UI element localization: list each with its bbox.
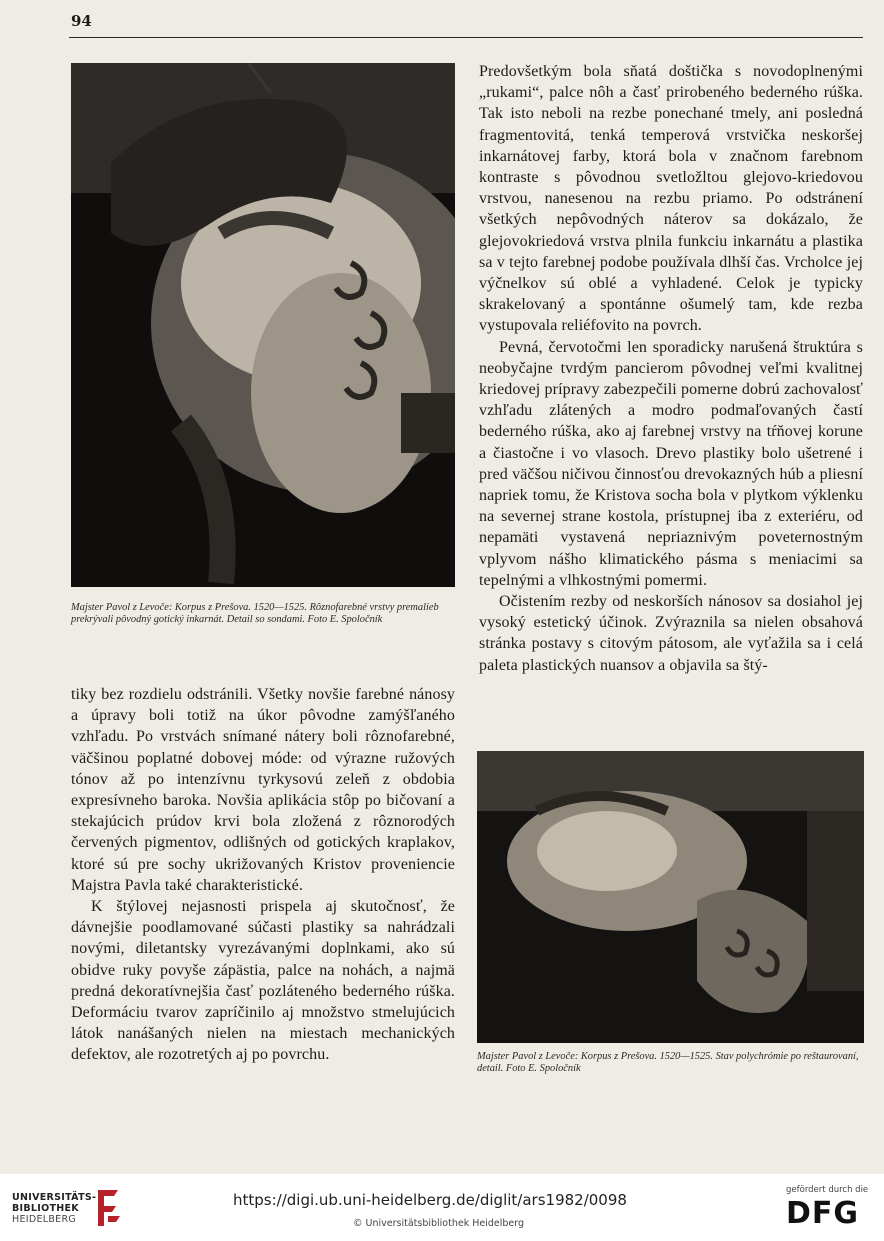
library-mark-icon [92,1186,122,1230]
paragraph: Očistením rezby od neskorších nánosov sa dosiahol jej vysoký estetický účinok. Zvýraznila sa nielen obsahová stránka postavy s citovým pátosom, ale vyťažila sa i celá paleta plastických nuansov a objavila sa štý- [479,593,863,674]
copyright-notice: © Universitätsbibliothek Heidelberg [353,1218,525,1229]
right-column [479,61,863,676]
source-url-link[interactable]: https://digi.ub.uni-heidelberg.de/diglit/ars1982/0098 [233,1191,627,1209]
paragraph: Pevná, červotočmi len sporadicky narušená štruktúra s neobyčajne tvrdým pancierom pôvodnej veľmi kvalitnej kriedovej prípravy zabezpečili pomerne dobrú zachovalosť vzhľadu zlátených a modro podmaľovaných častí bederného rúška, ako aj farebnej vrstvy na tŕňovej korune a čiastočne i vo vlasoch. Drevo plastiky bolo ušetrené i pred väčšou ničivou činnosťou drevokazných húb a pliesní napriek tomu, že Kristova socha bola v plytkom výklenku na severnej strane kostola, prístupnej iba z exteriéru, od nepamäti vystavená nepriaznivým poveternostným vplyvom nášho klimatického pásma s meniacimi sa tepelnými a vlhkostnými pomermi. [479,338,863,589]
left-column [71,684,455,1066]
library-name-line: HEIDELBERG [12,1214,77,1225]
digitization-footer [0,1174,884,1241]
figure-photo-head-detail [71,63,455,587]
figure-caption-2: Majster Pavol z Levoče: Korpus z Prešova. 1520—1525. Stav polychrómie po reštaurovaní, detail. Foto E. Spoločník [477,1051,859,1075]
header-rule [69,37,863,38]
library-logo[interactable] [12,1192,96,1225]
dfg-logo[interactable]: DFG [786,1196,860,1231]
page-number: 94 [71,12,92,30]
paragraph: tiky bez rozdielu odstránili. Všetky novšie farebné nánosy a úpravy boli totiž na úkor pôvodne zamýšľaného vzhľadu. Po vrstvách snímané nátery boli rôznofarebné, väčšinou poplatné dobovej móde: od výrazne ružových tónov až po intenzívnu tyrkysovú zeleň z obdobia expresívneho baroka. Novšia aplikácia stôp po bičovaní a stekajúcich prúdov krvi bola zložená z rôznorodých červených pigmentov, odlišných od gotických kraplakov, ktoré sú pre sochy ukrižovaných Kristov proveniencie Majstra Pavla také charakteristické. [71,686,455,894]
funder-label: gefördert durch die [786,1185,869,1195]
figure-photo-restored-detail [477,751,864,1043]
figure-caption-1: Majster Pavol z Levoče: Korpus z Prešova. 1520—1525. Rôznofarebné vrstvy premalieb prekrývali pôvodný gotický inkarnát. Detail so sondami. Foto E. Spoločník [71,602,439,626]
paragraph: K štýlovej nejasnosti prispela aj skutočnosť, že dávnejšie poodlamované súčasti plastiky sa nahrádzali novými, diletantsky vyrezávanými doplnkami, ako sú obidve ruky povyše zápästia, palce na nohách, a najmä predná dekoratívnejšia časť pozláteného bederného rúška. Deformáciu tvarov zapríčinilo aj množstvo stmelujúcich látok nanášaných nielen na miestach mechanických defektov, ale rozotretých aj po povrchu. [71,898,455,1064]
library-name-line: BIBLIOTHEK [12,1203,79,1214]
library-name-line: UNIVERSITÄTS- [12,1192,97,1203]
paragraph: Predovšetkým bola sňatá doštička s novodoplnenými „rukami“, palce nôh a časť prirobeného bederného rúška. Tak isto neboli na rezbe ponechané tmely, ani posledná fragmentovitá, tenká temperová vrstvička neskoršej inkarnátovej farby, ktorá bola v značnom farebnom kontraste s pôvodnou svetložltou glejovo-kriedovou vrstvou, nanesenou na rezbu priamo. Po odstránení všetkých nepôvodných náterov sa dokázalo, že glejovokriedová vrstva plnila funkciu inkarnátu a plastika sa v tejto farebnej podobe používala dlhší čas. Vrcholce jej výčnelkov sú oblé a vyhladené. Celok je typicky skrakelovaný a spontánne ošumelý tam, kde rezba vystupovala reliéfovito na povrch. [479,63,863,335]
